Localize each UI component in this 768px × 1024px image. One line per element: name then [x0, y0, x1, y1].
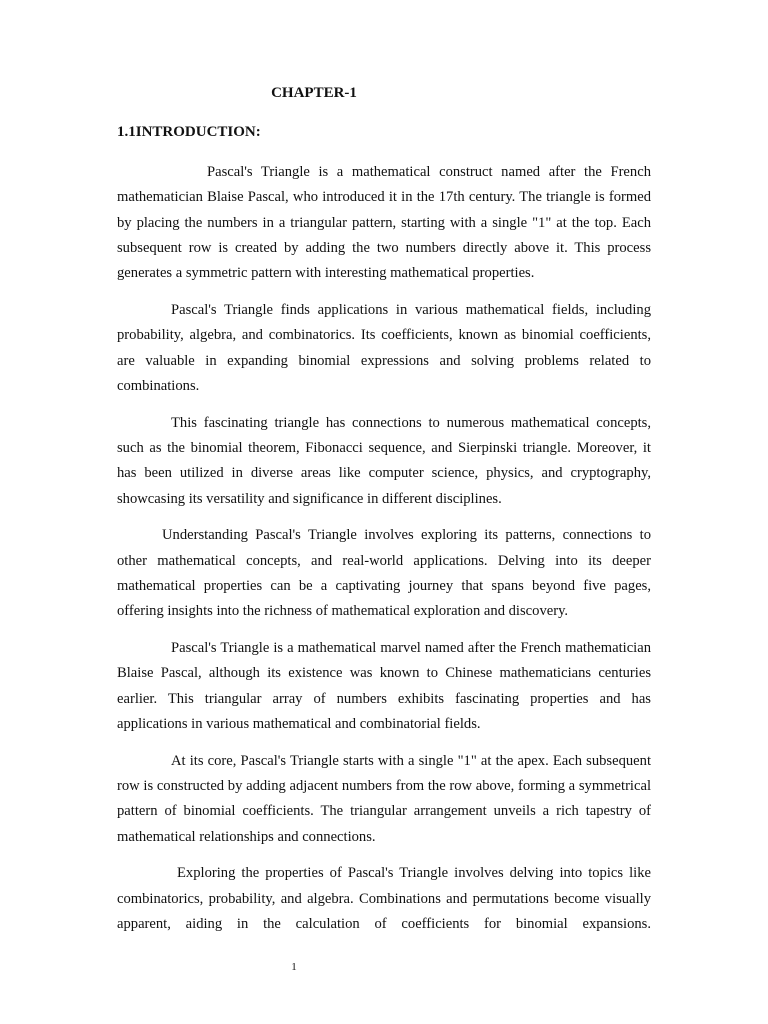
paragraph-5: Pascal's Triangle is a mathematical marvel named after the French mathematician Blaise Pascal, although its existence was known to Chinese mathematicians centuries earlier. This triangular array of numbers exhibits fascinating properties and has applications in various mathematical and combinatorial fields.: [117, 640, 651, 732]
paragraph-6: At its core, Pascal's Triangle starts with a single "1" at the apex. Each subsequent row is constructed by adding adjacent numbers from the row above, forming a symmetrical pattern of binomial coefficients. The triangular arrangement unveils a rich tapestry of mathematical relationships and connections.: [117, 752, 651, 845]
chapter-heading: CHAPTER-1: [271, 85, 357, 101]
paragraph-4: Understanding Pascal's Triangle involves exploring its patterns, connections to other mathematical concepts, and real-world applications. Delving into its deeper mathematical properties can be a captivating journey that spans beyond five pages, offering insights into the richness of mathematical exploration and discovery.: [117, 527, 651, 620]
section-heading: 1.1INTRODUCTION:: [117, 124, 261, 140]
body-text: [117, 160, 651, 937]
paragraph-7: Exploring the properties of Pascal's Triangle involves delving into topics like combinatorics, probability, and algebra. Combinations and permutations become visually apparent, aiding in the calculation of coefficients for binomial expansions.: [117, 865, 651, 933]
paragraph-3: This fascinating triangle has connections to numerous mathematical concepts, such as the binomial theorem, Fibonacci sequence, and Sierpinski triangle. Moreover, it has been utilized in diverse areas like computer science, physics, and cryptography, showcasing its versatility and significance in different disciplines.: [117, 414, 651, 507]
paragraph-2: Pascal's Triangle finds applications in various mathematical fields, including probability, algebra, and combinatorics. Its coefficients, known as binomial coefficients, are valuable in expanding binomial expressions and solving problems related to combinations.: [117, 301, 651, 394]
page-number: 1: [291, 961, 297, 973]
paragraph-1: Pascal's Triangle is a mathematical construct named after the French mathematician Blaise Pascal, who introduced it in the 17th century. The triangle is formed by placing the numbers in a triangular pattern, starting with a single "1" at the top. Each subsequent row is created by adding the two numbers directly above it. This process generates a symmetric pattern with interesting mathematical properties.: [117, 164, 651, 282]
